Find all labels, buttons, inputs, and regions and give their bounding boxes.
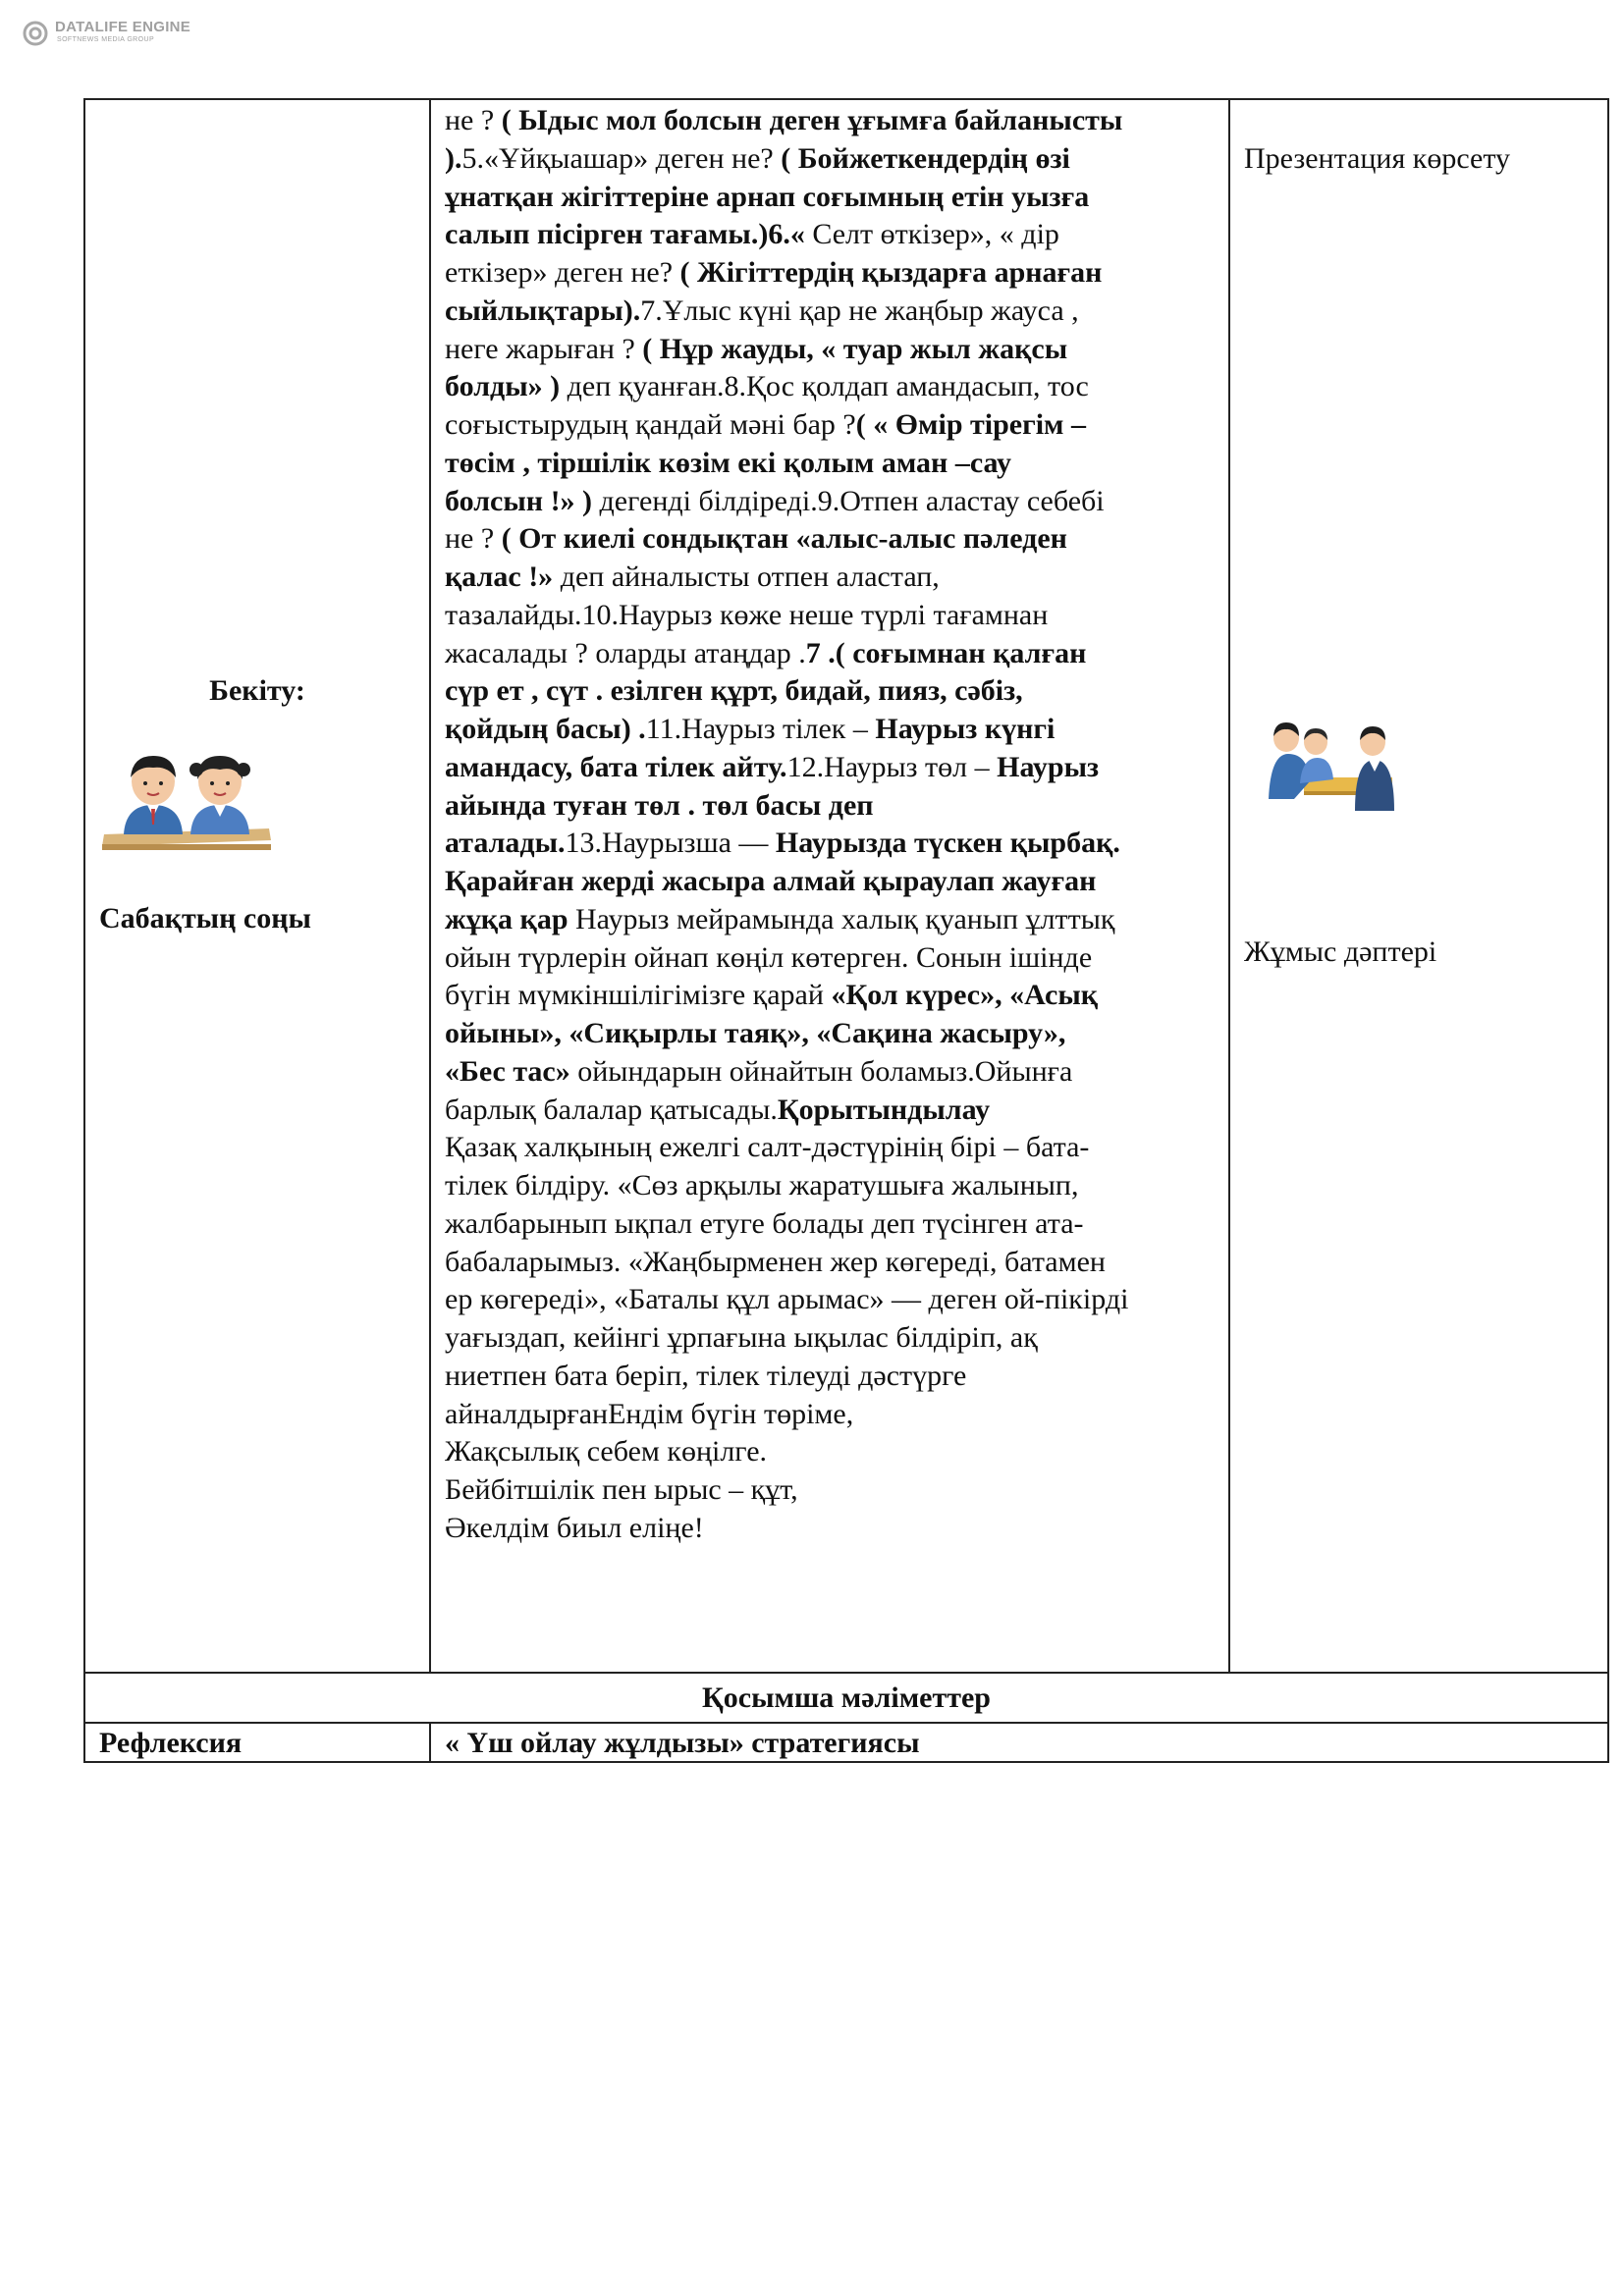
content-bold-span: ). xyxy=(445,141,462,175)
content-bold-span: ( Бойжеткендердің өзі xyxy=(781,141,1070,175)
table-divider-row1 xyxy=(83,1672,1609,1674)
content-span: ойын түрлерін ойнап көңіл көтерген. Сонын ішінде xyxy=(445,940,1093,974)
content-line xyxy=(445,178,1089,216)
content-line xyxy=(445,1357,966,1395)
content-line xyxy=(445,900,1115,938)
lesson-end-label: Сабақтың соңы xyxy=(99,902,311,934)
content-bold-span: ойыны», «Сиқырлы таяқ», «Сақина жасыру», xyxy=(445,1017,1066,1049)
content-bold-span: Қарайған жерді жасыра алмай қыраулап жауған xyxy=(445,865,1097,897)
content-line xyxy=(445,824,1120,862)
content-span: соғыстырудың қандай мәні бар ? xyxy=(445,408,856,441)
content-line xyxy=(445,1128,1089,1166)
content-bold-span: ( Ыдыс мол болсын деген ұғымға байланысты xyxy=(501,104,1123,136)
content-line xyxy=(445,1243,1106,1281)
content-bold-span: ( Жігіттердің қыздарға арнаған xyxy=(679,256,1103,289)
table-border-right xyxy=(1607,98,1609,1763)
content-line xyxy=(445,367,1089,405)
content-span: Селт өткізер», « дір xyxy=(804,218,1059,251)
content-line xyxy=(445,482,1105,520)
table-col-divider-reflection xyxy=(429,1722,431,1763)
content-line xyxy=(445,101,1122,139)
content-bold-span: «Бес тас» xyxy=(445,1054,570,1088)
content-line xyxy=(445,1395,853,1433)
content-line xyxy=(445,862,1096,900)
watermark-subtitle: SOFTNEWS MEDIA GROUP xyxy=(57,36,155,43)
content-line xyxy=(445,1318,1038,1357)
reflection-strategy: « Үш ойлау жұлдызы» стратегиясы xyxy=(445,1727,920,1759)
content-bold-span: Наурыз күнгі xyxy=(875,713,1056,745)
datalife-watermark xyxy=(22,18,238,51)
content-span: бабаларымыз. «Жаңбырменен жер көгереді, батамен xyxy=(445,1245,1106,1278)
content-line xyxy=(445,596,1048,634)
content-span: Әкелдім биыл еліңе! xyxy=(445,1511,704,1544)
table-border-top xyxy=(83,98,1609,100)
content-line xyxy=(445,1091,990,1129)
content-span: 5.«Ұйқыашар» деген не? xyxy=(461,141,782,175)
content-line xyxy=(445,253,1102,292)
content-span: 13.Наурызша — xyxy=(565,827,776,860)
content-span: неге жарыған ? xyxy=(445,332,643,365)
additional-info-header: Қосымша мәліметтер xyxy=(702,1682,991,1714)
content-span: Қазақ халқының ежелгі салт-дәстүрінің бірі – бата- xyxy=(445,1131,1090,1164)
stage-label: Бекіту: xyxy=(209,674,305,707)
content-line xyxy=(445,938,1092,977)
content-bold-span: Наурызда түскен қырбақ. xyxy=(775,827,1120,860)
content-bold-span: қойдың басы) . xyxy=(445,713,646,745)
content-line xyxy=(445,1166,1078,1204)
content-line xyxy=(445,444,1011,482)
content-bold-span: сүр ет , сүт . езілген құрт, бидай, пияз, сәбіз, xyxy=(445,674,1023,708)
content-line xyxy=(445,558,940,596)
content-span: не ? xyxy=(445,104,502,136)
content-span: тілек білдіру. «Сөз арқылы жаратушыға жалынып, xyxy=(445,1169,1079,1201)
content-line xyxy=(445,634,1086,672)
content-span: жалбарынып ықпал етуге болады деп түсінген ата- xyxy=(445,1206,1084,1240)
content-span: ойындарын ойнайтын боламыз.Ойынға xyxy=(569,1054,1073,1088)
table-border-left xyxy=(83,98,85,1763)
content-span: ниетпен бата беріп, тілек тілеуді дәстүрге xyxy=(445,1359,967,1392)
content-line xyxy=(445,1204,1084,1243)
content-bold-span: қалас !» xyxy=(445,561,554,593)
content-bold-span: аталады. xyxy=(445,827,566,860)
content-span: Жақсылық себем көңілге. xyxy=(445,1435,768,1468)
content-line xyxy=(445,1280,1128,1318)
content-line xyxy=(445,748,1099,786)
content-line xyxy=(445,1052,1072,1091)
content-span: не ? xyxy=(445,522,502,556)
two-children-at-desk-illustration xyxy=(98,748,275,860)
datalife-logo-icon xyxy=(22,20,49,47)
content-bold-span: ( « Өмір тірегім – xyxy=(855,408,1086,441)
content-line xyxy=(445,786,874,825)
content-bold-span: айында туған төл . төл басы деп xyxy=(445,788,874,822)
content-line xyxy=(445,139,1070,178)
content-span: тазалайды.10.Наурыз көже неше түрлі тағамнан xyxy=(445,598,1049,631)
content-line xyxy=(445,1432,767,1470)
content-bold-span: ( Нұр жауды, « туар жыл жақсы xyxy=(642,332,1068,365)
table-col-divider-1 xyxy=(429,98,431,1674)
content-line xyxy=(445,405,1086,444)
content-line xyxy=(445,671,1023,710)
resource-workbook: Жұмыс дәптері xyxy=(1244,935,1437,968)
content-span: ер көгереді», «Баталы құл арымас» — деген ой-пікірді xyxy=(445,1283,1129,1316)
content-bold-span: төсім , тіршілік көзім екі қолым аман –сау xyxy=(445,446,1011,479)
content-span: Бейбітшілік пен ырыс – құт, xyxy=(445,1473,798,1506)
content-line xyxy=(445,1014,1065,1052)
content-bold-span: ұнатқан жігіттеріне арнап соғымның етін уызға xyxy=(445,180,1090,213)
content-line xyxy=(445,292,1079,330)
content-bold-span: амандасу, бата тілек айту. xyxy=(445,750,787,783)
content-span: айналдырғанЕндім бүгін төріме, xyxy=(445,1397,854,1430)
resource-presentation: Презентация көрсету xyxy=(1244,142,1511,175)
content-bold-span: «Қол күрес», «Асық xyxy=(831,979,1099,1012)
content-bold-span: Қорытындылау xyxy=(777,1093,991,1126)
content-span: бүгін мүмкіншілігімізге қарай xyxy=(445,979,832,1012)
content-line xyxy=(445,976,1098,1014)
content-span: дегенді білдіреді.9.Отпен аластау себебі xyxy=(592,484,1105,517)
content-line xyxy=(445,1470,798,1509)
content-bold-span: жұқа қар xyxy=(445,902,568,935)
content-line xyxy=(445,330,1067,368)
reflection-label: Рефлексия xyxy=(99,1727,243,1759)
content-bold-span: 7 .( соғымнан қалған xyxy=(805,636,1087,669)
content-bold-span: Наурыз xyxy=(997,750,1100,783)
content-span: 7.Ұлыс күні қар не жаңбыр жауса , xyxy=(640,294,1079,327)
content-span: барлық балалар қатысады. xyxy=(445,1093,778,1126)
content-bold-span: сыйлықтары). xyxy=(445,294,641,327)
content-span: деп айналысты отпен аластап, xyxy=(553,561,940,593)
content-bold-span: болды» ) xyxy=(445,370,561,403)
watermark-name: DATALIFE ENGINE xyxy=(55,19,191,35)
content-span: Наурыз мейрамында халық қуанып ұлттық xyxy=(568,902,1115,935)
content-bold-span: ( От киелі сондықтан «алыс-алыс пәледен xyxy=(501,522,1067,556)
content-line xyxy=(445,710,1055,748)
content-bold-span: болсын !» ) xyxy=(445,484,593,517)
content-span: деп қуанған.8.Қос қолдап амандасып, тос xyxy=(560,370,1089,403)
content-span: жасалады ? оларды атаңдар . xyxy=(445,636,806,669)
children-studying-illustration xyxy=(1265,721,1398,811)
content-span: 12.Наурыз төл – xyxy=(786,750,998,783)
content-bold-span: салып пісірген тағамы.)6.« xyxy=(445,218,805,251)
content-span: еткізер» деген не? xyxy=(445,256,680,289)
content-line xyxy=(445,519,1067,558)
content-span: 11.Наурыз тілек – xyxy=(645,713,876,745)
content-span: уағыздап, кейінгі ұрпағына ықылас білдіріп, ақ xyxy=(445,1321,1038,1354)
table-col-divider-2 xyxy=(1228,98,1230,1674)
content-line xyxy=(445,215,1059,253)
content-line xyxy=(445,1509,704,1547)
